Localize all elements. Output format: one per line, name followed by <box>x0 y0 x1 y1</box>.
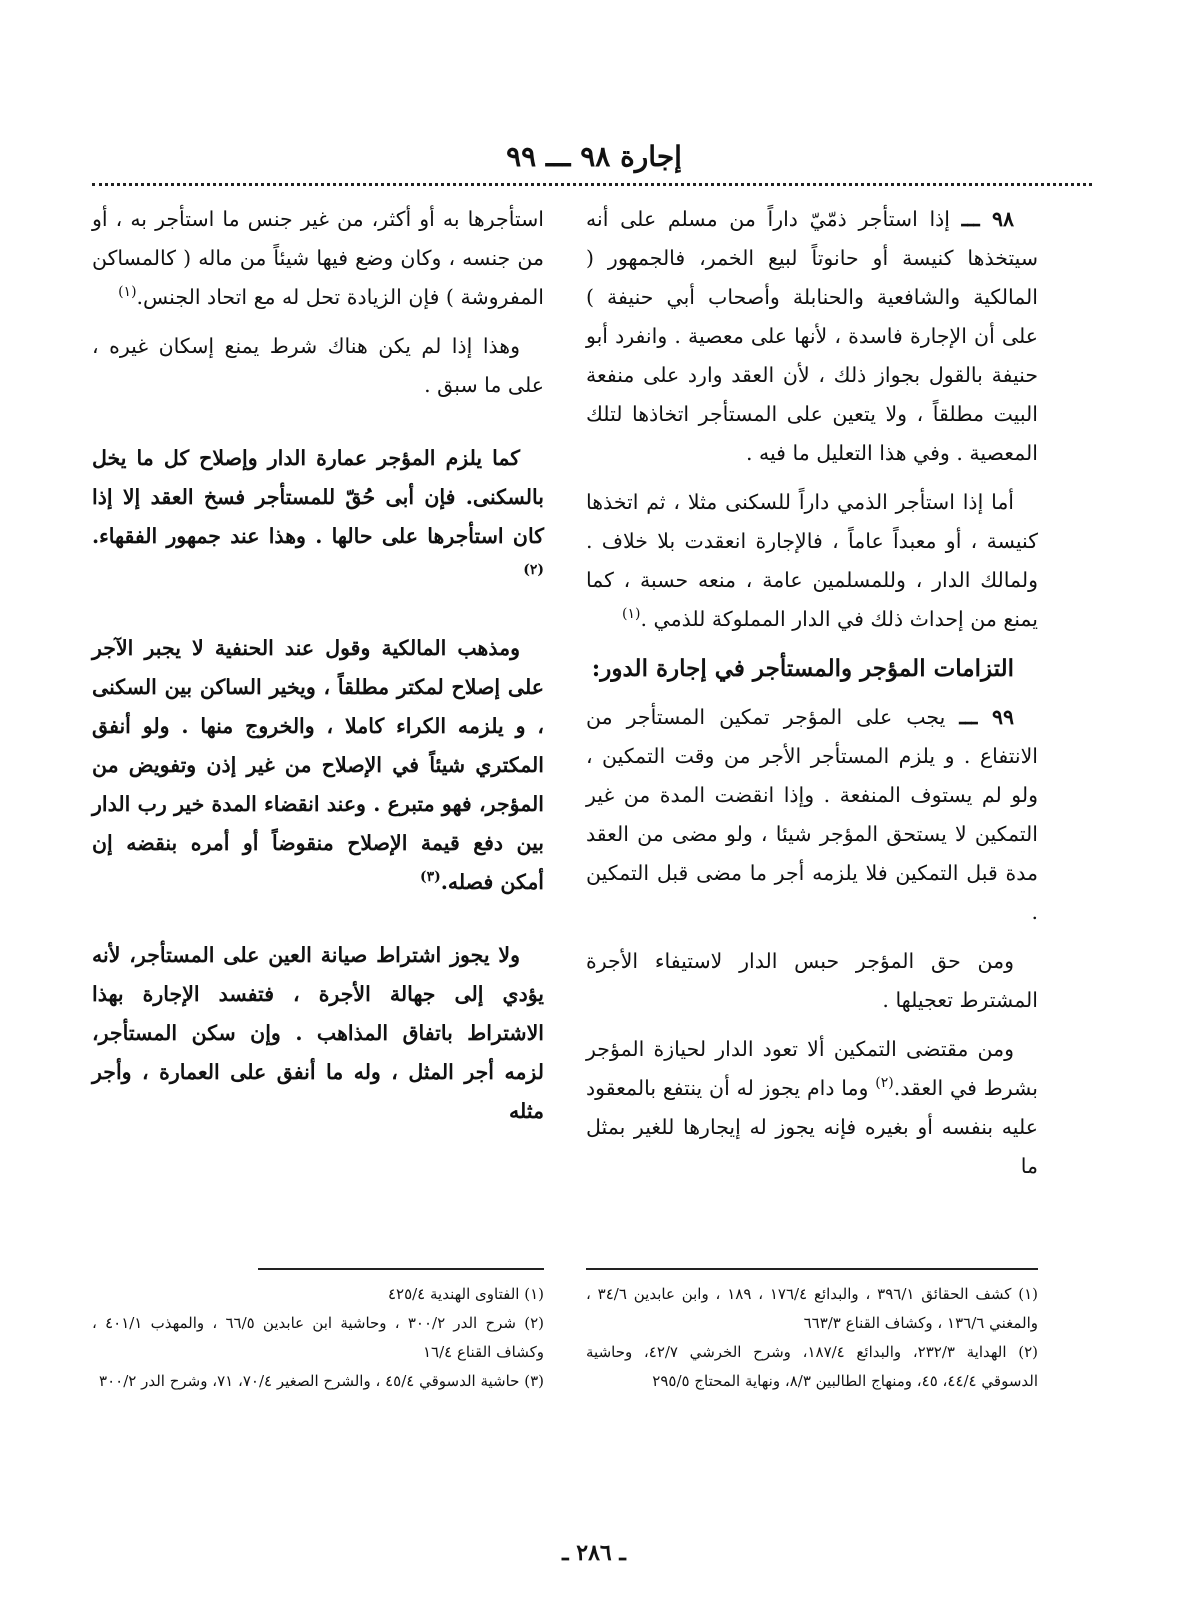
paragraph <box>92 439 544 595</box>
footnote: (٣) حاشية الدسوقي ٤٥/٤ ، والشرح الصغير ٧٠/٤، ٧١، وشرح الدر ٣٠٠/٢ <box>99 1372 544 1390</box>
paragraph-text: إذا استأجر ذمّيّ داراً من مسلم على أنه سيتخذها كنيسة أو حانوتاً لبيع الخمر، فالجمهور ( المالكية والشافعية والحنابلة وأصحاب أبي حنيفة ) على أن الإجارة فاسدة ، لأنها على معصية . وانفرد أبو حنيفة بالقول بجواز ذلك ، لأن العقد وارد على منفعة البيت مطلقاً ، ولا يتعين على المستأجر اتخاذها لتلك المعصية . وفي هذا التعليل ما فيه . <box>586 207 1038 465</box>
page-number: ـ ٢٨٦ ـ <box>562 1540 626 1566</box>
paragraph: ولا يجوز اشتراط صيانة العين على المستأجر، لأنه يؤدي إلى جهالة الأجرة ، فتفسد الإجارة بهذا الاشتراط باتفاق المذاهب . وإن سكن المستأجر، لزمه أجر المثل ، وله ما أنفق على العمارة ، وأجر مثله <box>92 943 544 1123</box>
footnote-ref: (١) <box>622 606 641 623</box>
paragraph-text: ومذهب المالكية وقول عند الحنفية لا يجبر الآجر على إصلاح لمكتر مطلقاً ، ويخير الساكن بين السكنى ، و يلزمه الكراء كاملا ، والخروج منها . ولو أنفق المكتري شيئاً في الإصلاح من غير إذن وتفويض من المؤجر، فهو متبرع . وعند انقضاء المدة خير رب الدار بين دفع قيمة الإصلاح منقوضاً أو أمره بنقضه إن أمكن فصله. <box>92 636 544 894</box>
paragraph-text: استأجرها به أو أكثر، من غير جنس ما استأجر به ، أو من جنسه ، وكان وضع فيها شيئاً من ماله ( كالمساكن المفروشة ) فإن الزيادة تحل له مع اتحاد الجنس. <box>92 207 544 309</box>
paragraph <box>92 200 544 317</box>
footnote-ref: (٢) <box>523 562 544 579</box>
paragraph-text: يجب على المؤجر تمكين المستأجر من الانتفاع . و يلزم المستأجر الأجر من وقت التمكين ، ولو لم يستوف المنفعة . وإذا انقضت المدة من غير التمكين لا يستحق المؤجر شيئا ، ولو مضى من العقد مدة قبل التمكين فلا يلزمه أجر ما مضى قبل التمكين . <box>586 705 1038 924</box>
page-header: إجارة ٩٨ ـــ ٩٩ <box>506 140 682 173</box>
footnote-ref: (٣) <box>419 869 441 886</box>
footnote-divider <box>586 1268 1038 1270</box>
section-title: التزامات المؤجر والمستأجر في إجارة الدور: <box>591 655 1014 682</box>
left-column <box>92 200 544 1141</box>
footnote-divider <box>258 1268 544 1270</box>
footnotes-left <box>92 1280 544 1396</box>
footnote-ref: (١) <box>118 284 137 301</box>
paragraph-99 <box>586 698 1038 932</box>
paragraph-text: ومن مقتضى التمكين ألا تعود الدار لحيازة المؤجر بشرط في العقد. <box>586 1037 1039 1100</box>
footnote: (٢) الهداية ٢٣٢/٣، والبدائع ١٨٧/٤، وشرح الخرشي ٤٢/٧، وحاشية الدسوقي ٤٤/٤، ٤٥، ومنهاج الطالبين ٨/٣، ونهاية المحتاج ٢٩٥/٥ <box>586 1343 1038 1390</box>
paragraph: ومن حق المؤجر حبس الدار لاستيفاء الأجرة المشترط تعجيلها . <box>586 949 1038 1012</box>
footnote: (١) كشف الحقائق ٣٩٦/١ ، والبدائع ١٧٦/٤ ، ١٨٩ ، وابن عابدين ٣٤/٦ ، والمغني ١٣٦/٦ ، وكشاف القناع ٦٦٣/٣ <box>586 1285 1038 1332</box>
paragraph <box>92 629 544 902</box>
footnotes-right <box>586 1280 1038 1396</box>
footnote: (١) الفتاوى الهندية ٤٢٥/٤ <box>387 1285 544 1303</box>
paragraph <box>586 483 1038 639</box>
paragraph-text: وما دام يجوز له أن ينتفع بالمعقود عليه بنفسه أو بغيره فإنه يجوز له إيجارها للغير بمثل ما <box>586 1076 1038 1178</box>
header-divider <box>92 183 1092 186</box>
paragraph-text: كما يلزم المؤجر عمارة الدار وإصلاح كل ما يخل بالسكنى. فإن أبى حُقّ للمستأجر فسخ العقد إلا إذا كان استأجرها على حالها . وهذا عند جمهور الفقهاء. <box>92 446 544 548</box>
right-column <box>586 200 1038 1196</box>
paragraph-98 <box>586 200 1038 473</box>
paragraph <box>586 1030 1038 1186</box>
paragraph-text: أما إذا استأجر الذمي داراً للسكنى مثلا ، ثم اتخذها كنيسة ، أو معبداً عاماً ، فالإجارة انعقدت بلا خلاف . ولمالك الدار ، وللمسلمين عامة ، منعه حسبة ، كما يمنع من إحداث ذلك في الدار المملوكة للذمي . <box>586 490 1038 631</box>
paragraph-number: ٩٩ ـــ <box>959 705 1015 729</box>
paragraph: وهذا إذا لم يكن هناك شرط يمنع إسكان غيره ، على ما سبق . <box>92 334 544 397</box>
paragraph-number: ٩٨ ـــ <box>961 207 1015 231</box>
footnote: (٢) شرح الدر ٣٠٠/٢ ، وحاشية ابن عابدين ٦٦/٥ ، والمهذب ٤٠١/١ ، وكشاف القناع ١٦/٤ <box>92 1314 544 1361</box>
footnote-ref: (٢) <box>875 1075 894 1092</box>
